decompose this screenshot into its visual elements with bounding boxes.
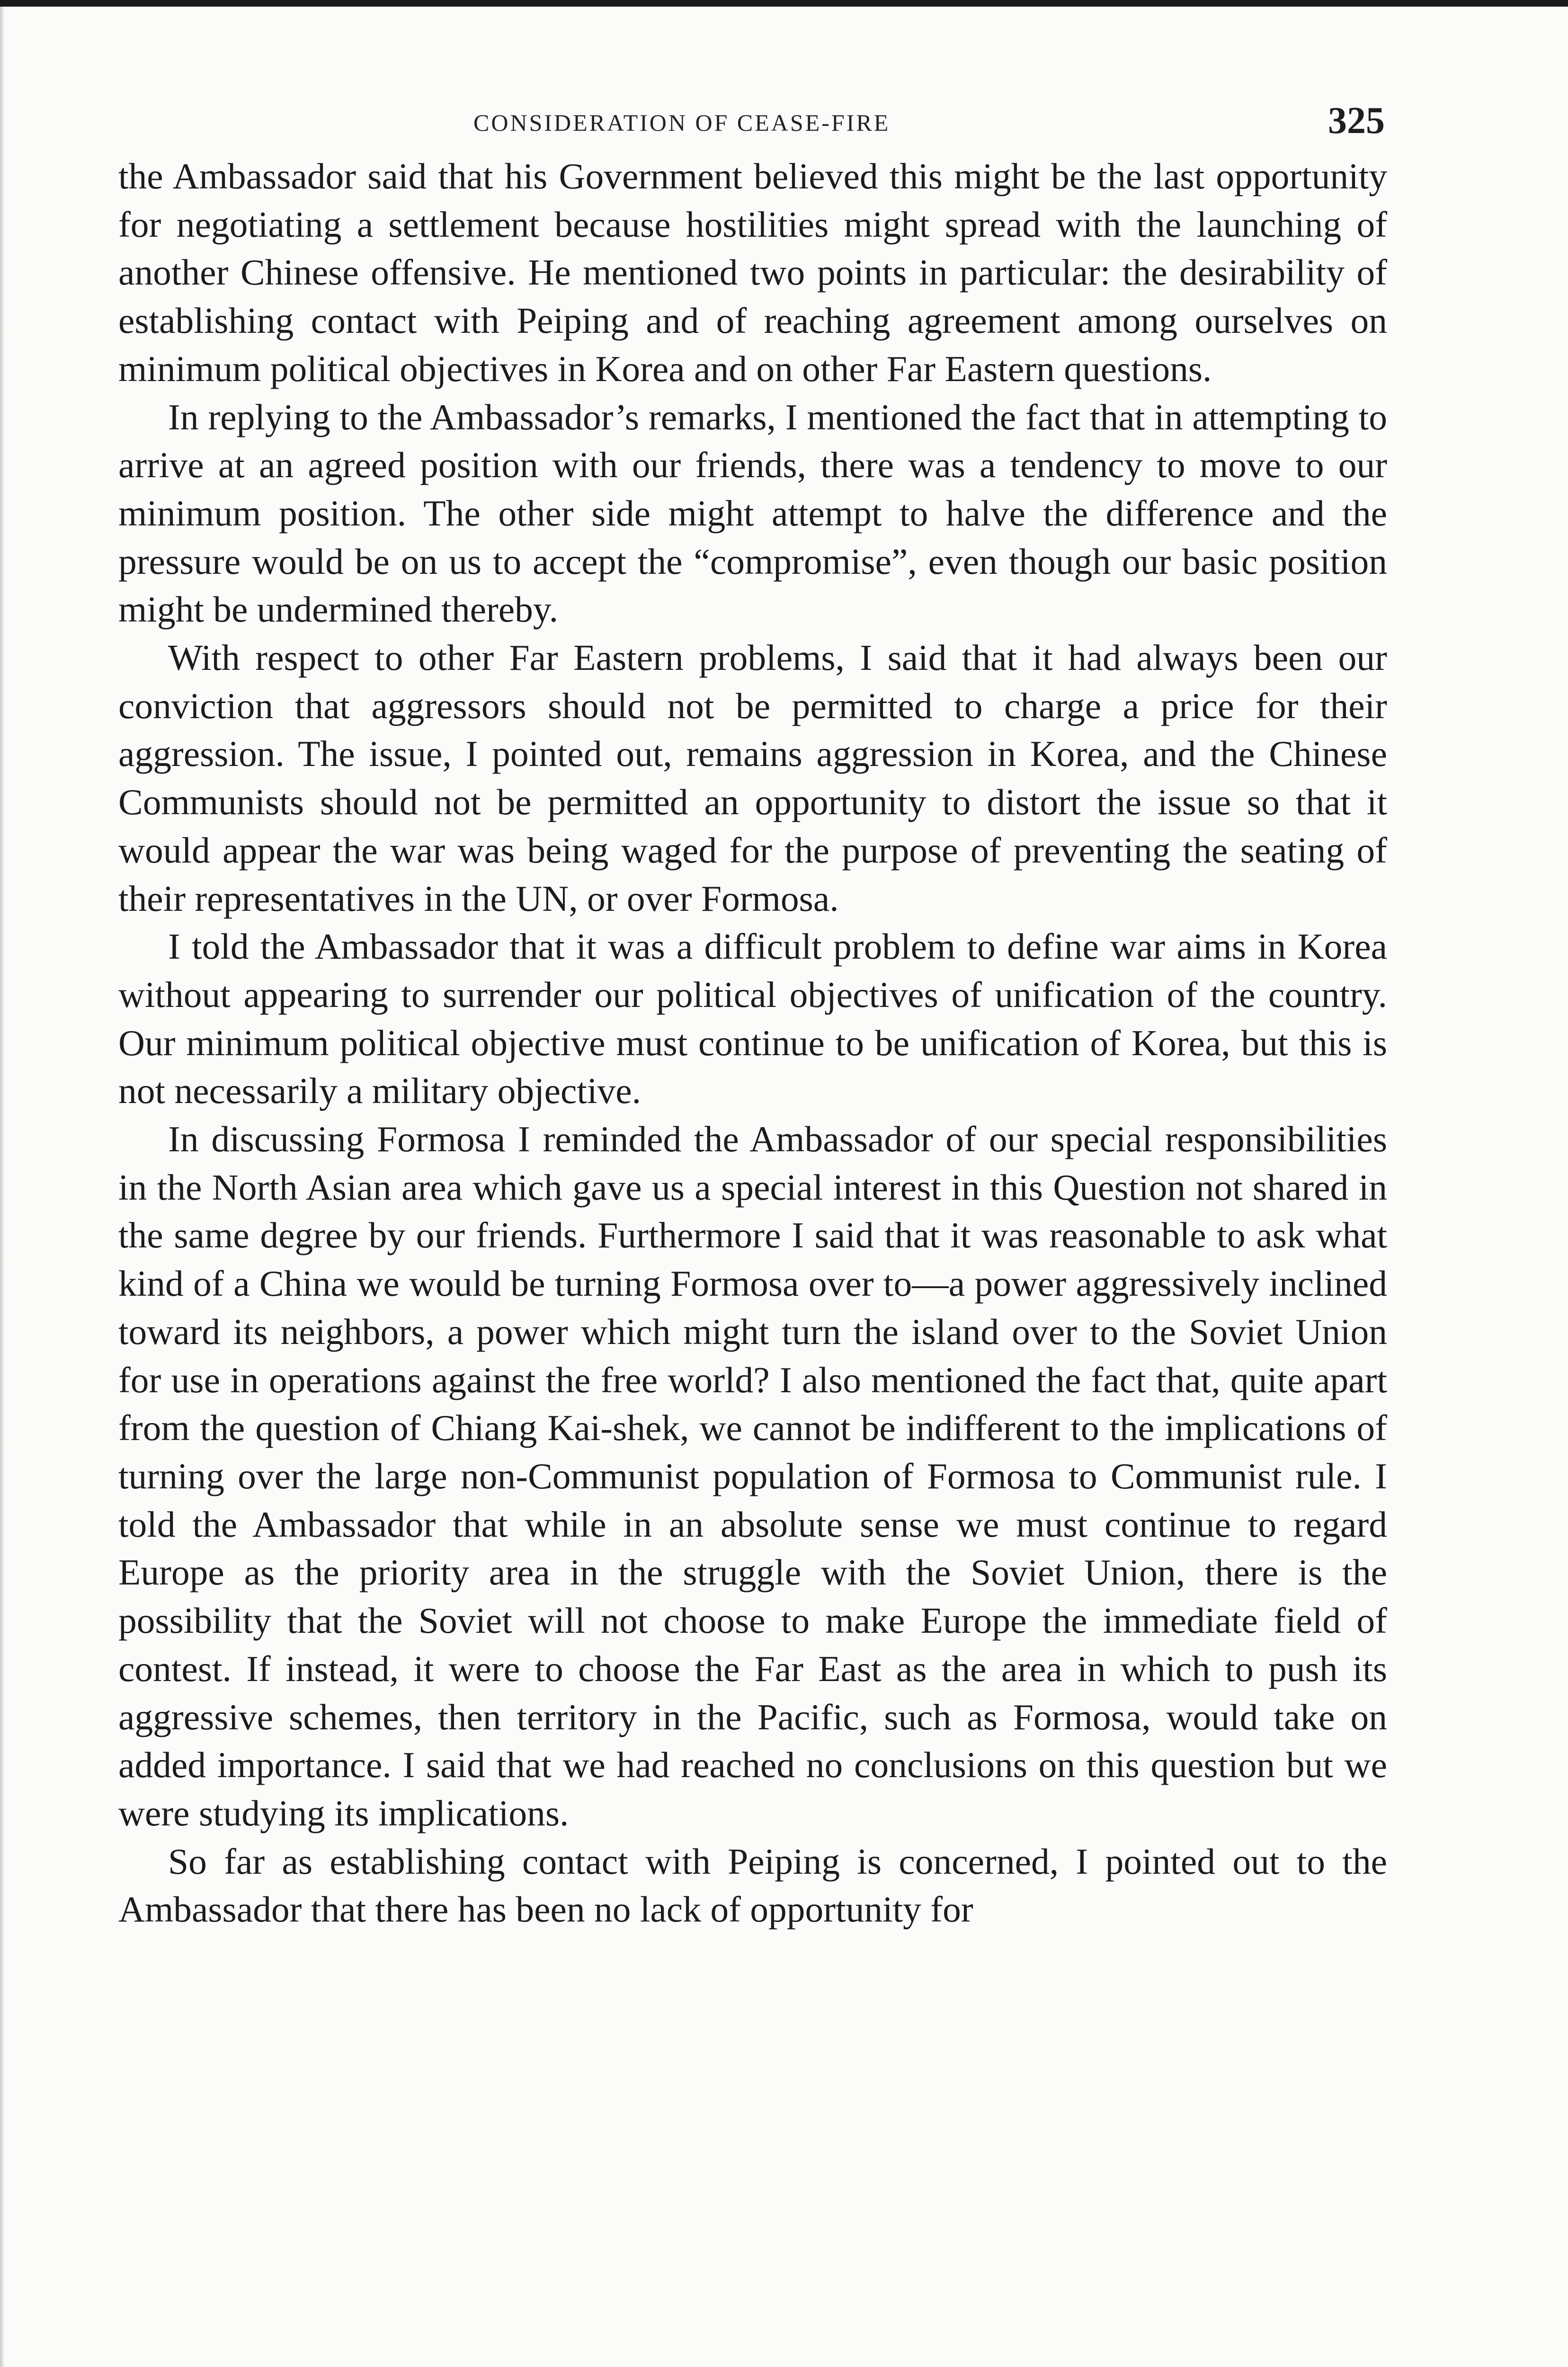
paragraph-3: With respect to other Far Eastern problems, I said that it had always been our conviction that aggressors should not be permitted to charge a price for their aggression. The issue, I pointed out, remains aggression in Korea, and the Chinese Communists should not be permitted an opportunity to distort the issue so that it would appear the war was being waged for the purpose of preventing the seating of their representatives in the UN, or over Formosa.	[118, 637, 1387, 919]
top-rule	[0, 0, 1568, 7]
paragraph-2: In replying to the Ambassador’s remarks, I mentioned the fact that in attempting to arrive at an agreed position with our friends, there was a tendency to move to our minimum position. The other side might attempt to halve the difference and the pressure would be on us to accept the “compromise”, even though our basic position might be undermined thereby.	[118, 396, 1387, 630]
paragraph-6: So far as establishing contact with Peiping is concerned, I pointed out to the Ambassador that there has been no lack of opportunity for	[118, 1841, 1387, 1930]
page-number: 325	[1328, 100, 1385, 142]
paragraph-5: In discussing Formosa I reminded the Ambassador of our special responsibilities in the North Asian area which gave us a special interest in this Question not shared in the same degree by our friends. Furthermore I said that it was reasonable to ask what kind of a China we would be turning Formosa over to—a power aggressively inclined toward its neighbors, a power which might turn the island over to the Soviet Union for use in operations against the free world? I also mentioned the fact that, quite apart from the question of Chiang Kai-shek, we cannot be indifferent to the implications of turning over the large non-Communist population of Formosa to Communist rule. I told the Ambassador that while in an absolute sense we must continue to regard Europe as the priority area in the struggle with the Soviet Union, there is the possibility that the Soviet will not choose to make Europe the immediate field of contest. If instead, it were to choose the Far East as the area in which to push its aggressive schemes, then territory in the Pacific, such as Formosa, would take on added importance. I said that we had reached no conclusions on this question but we were studying its implications.	[118, 1119, 1387, 1833]
page-left-edge	[0, 7, 5, 2367]
document-page	[118, 95, 1387, 1933]
running-title: CONSIDERATION OF CEASE-FIRE	[473, 109, 891, 136]
paragraph-4: I told the Ambassador that it was a difficult problem to define war aims in Korea without appearing to surrender our political objectives of unification of the country. Our minimum political objective must continue to be unification of Korea, but this is not necessarily a military objective.	[118, 926, 1387, 1112]
paragraph-1: the Ambassador said that his Government believed this might be the last opportunity for negotiating a settlement because hostilities might spread with the launching of another Chinese offensive. He mentioned two points in particular: the desirability of establishing contact with Peiping and of reaching agreement among ourselves on minimum political objectives in Korea and on other Far Eastern questions.	[118, 156, 1387, 389]
running-head	[118, 95, 1387, 151]
body-text	[118, 152, 1387, 1934]
